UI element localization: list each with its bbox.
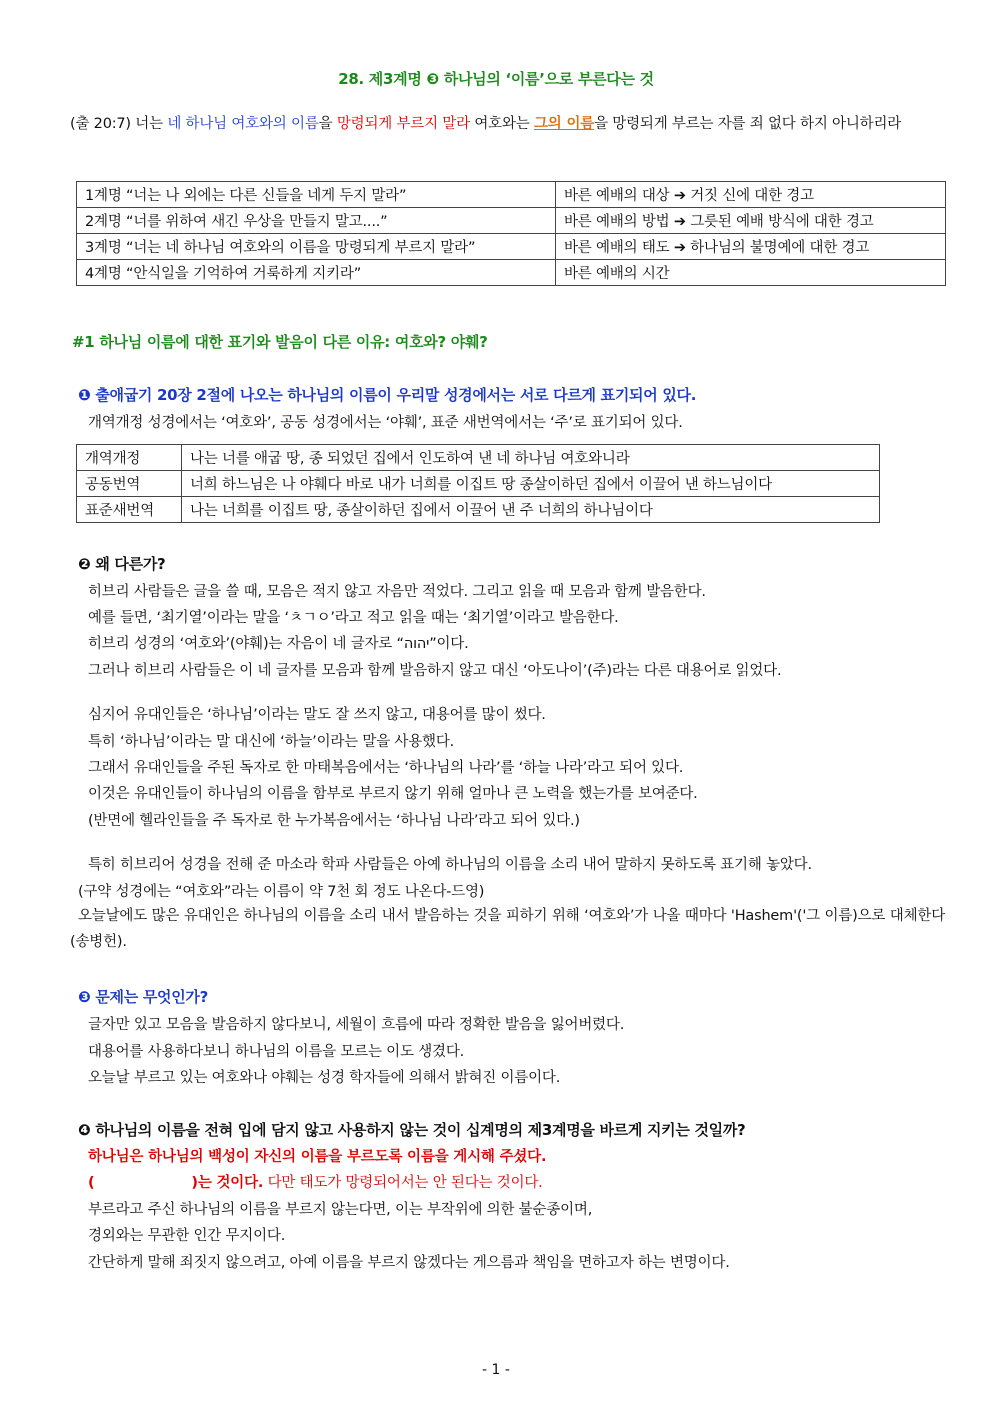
table-row [77, 208, 946, 234]
scripture-verse [70, 112, 945, 137]
table-cell: 3계명 “너는 네 하나님 여호와의 이름을 망령되게 부르지 말라” [77, 234, 556, 260]
table-cell: 바른 예배의 대상 ➔ 거짓 신에 대한 경고 [556, 182, 946, 208]
table-cell: 바른 예배의 시간 [556, 260, 946, 286]
table-row [77, 234, 946, 260]
point4-red-line: 하나님은 하나님의 백성이 자신의 이름을 부르도록 이름을 게시해 주셨다. [88, 1149, 547, 1165]
table-cell: 표준새번역 [77, 497, 182, 523]
table-cell: 개역개정 [77, 445, 182, 471]
table-row [77, 260, 946, 286]
verse-text: 여호와는 [469, 116, 534, 132]
paragraph-line: 히브리 사람들은 글을 쓸 때, 모음은 적지 않고 자음만 적었다. 그리고 읽을 때 모음과 함께 발음한다. [88, 584, 706, 600]
paragraph-line: 대용어를 사용하다보니 하나님의 이름을 모르는 이도 생겼다. [88, 1044, 465, 1060]
table-cell: 바른 예배의 태도 ➔ 하나님의 불명예에 대한 경고 [556, 234, 946, 260]
section-heading: #1 하나님 이름에 대한 표기와 발음이 다른 이유: 여호와? 야훼? [72, 333, 488, 351]
page-title: 28. 제3계명 ❸ 하나님의 ‘이름’으로 부른다는 것 [338, 70, 654, 88]
verse-highlight-red: 망령되게 부르지 말라 [336, 116, 470, 132]
commandments-table [76, 181, 946, 286]
table-row [77, 182, 946, 208]
point4-blank-line [88, 1171, 543, 1192]
table-row [77, 445, 880, 471]
paragraph-line: 그래서 유대인들을 주된 독자로 한 마태복음에서는 ‘하나님의 나라’를 ‘하늘 나라’라고 되어 있다. [88, 760, 684, 776]
table-cell: 나는 너를 애굽 땅, 종 되었던 집에서 인도하여 낸 네 하나님 여호와니라 [182, 445, 880, 471]
table-cell: 4계명 “안식일을 기억하여 거룩하게 지키라” [77, 260, 556, 286]
paragraph-line: 부르라고 주신 하나님의 이름을 부르지 않는다면, 이는 부작위에 의한 불순종이며, [88, 1202, 593, 1218]
paragraph-line: 특히 ‘하나님’이라는 말 대신에 ‘하늘’이라는 말을 사용했다. [88, 734, 455, 750]
paragraph-line: 간단하게 말해 죄짓지 않으려고, 아예 이름을 부르지 않겠다는 게으름과 책임을 면하고자 하는 변명이다. [88, 1255, 730, 1271]
table-cell: 2계명 “너를 위하여 새긴 우상을 만들지 말고....” [77, 208, 556, 234]
translations-table [76, 444, 880, 523]
table-cell: 공동번역 [77, 471, 182, 497]
paragraph-line: 히브리 성경의 ‘여호와’(야훼)는 자음이 네 글자로 “יהוה”이다. [88, 636, 469, 652]
paragraph-line: 특히 히브리어 성경을 전해 준 마소라 학파 사람들은 아예 하나님의 이름을 소리 내어 말하지 못하도록 표기해 놓았다. [88, 857, 812, 873]
verse-highlight-orange: 그의 이름 [533, 116, 595, 132]
point4-heading: ❹ 하나님의 이름을 전혀 입에 담지 않고 사용하지 않는 것이 십계명의 제3계명을 바르게 지키는 것일까? [78, 1121, 746, 1139]
paragraph-line: 경외와는 무관한 인간 무지이다. [88, 1228, 286, 1244]
verse-highlight-blue: 네 하나님 여호와의 이름 [167, 116, 319, 132]
page-number: - 1 - [482, 1362, 510, 1378]
paragraph-line: 심지어 유대인들은 ‘하나님’이라는 말도 잘 쓰지 않고, 대용어를 많이 썼다. [88, 707, 546, 723]
point2-heading: ❷ 왜 다른가? [78, 555, 166, 573]
verse-text: 을 망령되게 부르는 자를 죄 없다 하지 아니하리라 [594, 116, 902, 132]
paragraph-line: (구약 성경에는 “여호와”라는 이름이 약 7천 회 정도 나온다-드영) [78, 884, 485, 900]
table-cell: 너희 하느님은 나 야훼다 바로 내가 너희를 이집트 땅 종살이하던 집에서 이끌어 낸 하느님이다 [182, 471, 880, 497]
paragraph-line: 글자만 있고 모음을 발음하지 않다보니, 세월이 흐름에 따라 정확한 발음을 잃어버렸다. [88, 1017, 625, 1033]
paragraph-line: 오늘날 부르고 있는 여호와나 야훼는 성경 학자들에 의해서 밝혀진 이름이다. [88, 1070, 561, 1086]
verse-reference: (출 20:7) 너는 [70, 116, 168, 132]
paragraph-line: 오늘날에도 많은 유대인은 하나님의 이름을 소리 내서 발음하는 것을 피하기 위해 ‘여호와’가 나올 때마다 'Hashem'('그 이름)으로 대체한다(송병헌). [70, 908, 945, 950]
point1-text: 개역개정 성경에서는 ‘여호와’, 공동 성경에서는 ‘야훼’, 표준 새번역에서는 ‘주’로 표기되어 있다. [88, 415, 683, 431]
paragraph-line: 예를 들면, ‘최기열’이라는 말을 ‘ㅊㄱㅇ’라고 적고 읽을 때는 ‘최기열’이라고 발음한다. [88, 610, 619, 626]
table-cell: 나는 너희를 이집트 땅, 종살이하던 집에서 이끌어 낸 주 너희의 하나님이다 [182, 497, 880, 523]
paragraph-line: (반면에 헬라인들을 주 독자로 한 누가복음에서는 ‘하나님 나라’라고 되어 있다.) [88, 813, 580, 829]
fill-in-blank: ( )는 것이다. [88, 1175, 264, 1191]
table-row [77, 497, 880, 523]
point3-heading: ❸ 문제는 무엇인가? [78, 988, 208, 1006]
paragraph-line: 그러나 히브리 사람들은 이 네 글자를 모음과 함께 발음하지 않고 대신 ‘아도나이’(주)라는 다른 대용어로 읽었다. [88, 663, 782, 679]
table-cell: 1계명 “너는 나 외에는 다른 신들을 네게 두지 말라” [77, 182, 556, 208]
point4-red-text: 다만 태도가 망령되어서는 안 된다는 것이다. [263, 1175, 543, 1191]
paragraph-line: 이것은 유대인들이 하나님의 이름을 함부로 부르지 않기 위해 얼마나 큰 노력을 했는가를 보여준다. [88, 786, 698, 802]
table-row [77, 471, 880, 497]
point1-heading: ❶ 출애굽기 20장 2절에 나오는 하나님의 이름이 우리말 성경에서는 서로 다르게 표기되어 있다. [78, 386, 697, 404]
verse-text: 을 [318, 116, 337, 132]
table-cell: 바른 예배의 방법 ➔ 그릇된 예배 방식에 대한 경고 [556, 208, 946, 234]
